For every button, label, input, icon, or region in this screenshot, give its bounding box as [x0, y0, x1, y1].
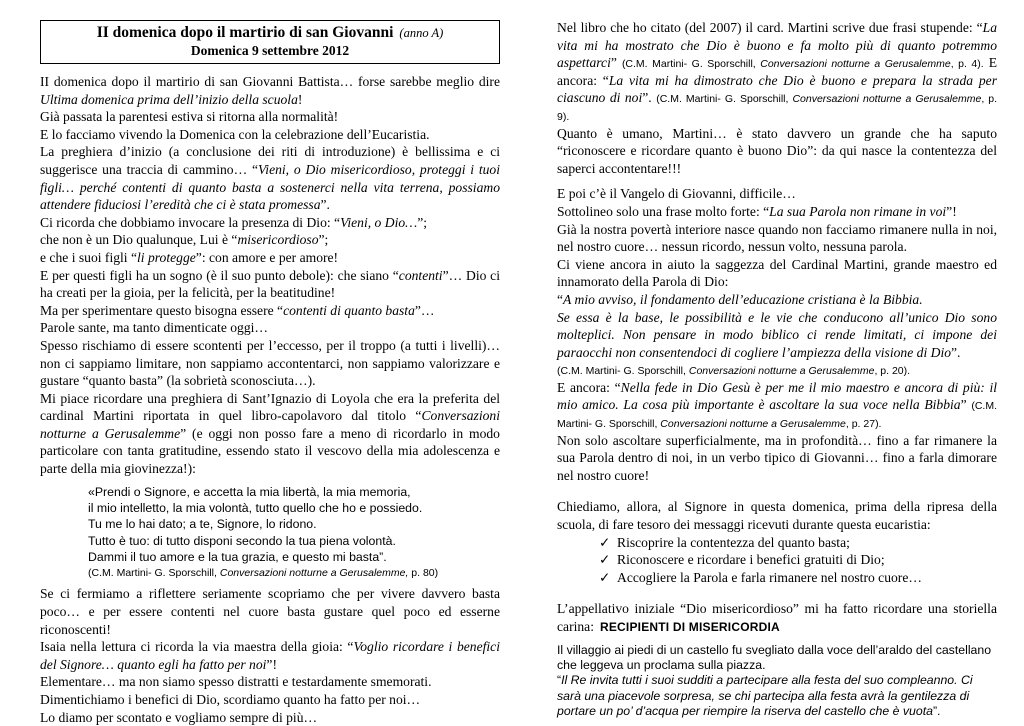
text-italic: Vieni, o Dio…	[340, 214, 418, 230]
paragraph	[40, 143, 500, 213]
text-italic: Se essa è la base, le possibilità e le vie che conducono all’unico Dio sono molteplici. Non pensare in modo biblico ci rende limitati, ci impone dei paraocchi non consentendoci di cogliere l’ampiezza della visione di Dio	[557, 309, 997, 360]
list-item	[599, 569, 997, 587]
text-italic: contenti di quanto basta	[283, 302, 415, 318]
text: E ancora: “	[557, 379, 621, 395]
text: !	[297, 91, 303, 107]
text: La preghiera d’inizio (a conclusione dei riti di introduzione) è bellissima e ci suggerisce una traccia di cammino… “	[40, 144, 500, 177]
text: (C.M. Martini- G. Sporschill,	[557, 365, 689, 378]
paragraph: Lo diamo per scontato e vogliamo sempre di più…	[40, 709, 318, 725]
paragraph: E lo facciamo vivendo la Domenica con la celebrazione dell’Eucaristia.	[40, 126, 430, 142]
paragraph	[40, 73, 500, 108]
text: , p. 4).	[950, 58, 984, 71]
quote-line: il mio intelletto, la mia volontà, tutto quello che ho e possiedo.	[88, 500, 423, 515]
text: ”.	[320, 197, 330, 213]
paragraph: Spesso rischiamo di essere scontenti per l’eccesso, per il troppo (a tutti i livelli)… non ci sappiamo limitare, non sappiamo accontentarci, non sappiamo valorizzare e gustare “quanto basta” (la sobrietà sconosciuta…).	[40, 337, 500, 389]
paragraph: Già la nostra povertà interiore nasce quando non facciamo rimanere nulla in noi, nel nostro cuore… nessun ricordo, nessun volto, nessuna parola.	[557, 221, 997, 255]
text: ”…	[414, 302, 435, 318]
text: e che i suoi figli “	[40, 249, 138, 265]
story-paragraph: Il villaggio ai piedi di un castello fu svegliato dalla voce dell’araldo del castellano che leggeva un proclama sulla piazza.	[557, 642, 992, 672]
text-italic: misericordioso	[237, 232, 319, 248]
text: ”;	[417, 214, 428, 230]
paragraph: E poi c’è il Vangelo di Giovanni, difficile…	[557, 186, 796, 202]
spacer	[557, 586, 997, 600]
text-italic: La vita mi ha mostrato che Dio è buono e fa molto più di quanto potremmo aspettarci	[557, 20, 997, 71]
text: Mi piace ricordare una preghiera di Sant’Ignazio di Loyola che era la preferita del cardinal Martini riportata in quel libro-capolavoro dal titolo “	[40, 390, 500, 424]
text: Ma per sperimentare questo bisogna essere “	[40, 302, 284, 318]
citation	[557, 365, 910, 377]
text: ”… Dio ci ha creati per la gioia, per la felicità, per la beatitudine!	[40, 267, 500, 301]
text: II domenica dopo il martirio di san Giovanni Battista… forse sarebbe meglio dire	[40, 74, 500, 89]
paragraph	[40, 249, 500, 267]
text-italic: Nella fede in Dio Gesù è per me il mio maestro e ancora di più: il mio amico. La cosa più importante è ascoltare la sua voce nella Bibbia	[557, 379, 997, 413]
prayer-quote	[88, 484, 500, 582]
paragraph	[40, 231, 500, 249]
story-paragraph	[557, 673, 997, 719]
text: L’appellativo iniziale “Dio misericordioso” mi ha fatto ricordare una storiella carina:	[557, 601, 997, 634]
text-italic: li protegge	[137, 249, 196, 265]
text: , p. 9).	[557, 93, 997, 123]
list-item-text: Riscoprire la contentezza del quanto basta;	[617, 534, 850, 550]
text: “	[557, 673, 562, 688]
text: ”	[610, 55, 622, 71]
paragraph: Già passata la parentesi estiva si ritorna alla normalità!	[40, 109, 339, 125]
text: (C.M. Martini- G. Sporschill,	[656, 93, 793, 106]
text-italic: Conversazioni notturne a Gerusalemme	[688, 365, 875, 378]
checklist	[557, 534, 997, 587]
text-italic: Conversazioni notturne a Gerusalemme	[792, 93, 982, 106]
right-column	[557, 19, 997, 720]
list-item	[599, 551, 997, 569]
title-main: II domenica dopo il martirio di san Giovanni	[96, 24, 394, 41]
quote-line: «Prendi o Signore, e accetta la mia libertà, la mia memoria,	[88, 484, 411, 499]
text: ”.	[932, 704, 941, 719]
paragraph: Chiediamo, allora, al Signore in questa domenica, prima della ripresa della scuola, di fare tesoro dei messaggi ricevuti durante questa eucaristia:	[557, 499, 997, 533]
paragraph	[557, 379, 997, 432]
spacer	[557, 484, 997, 498]
text: p. 80)	[408, 567, 439, 580]
text-italic: Ultima domenica prima dell’inizio della scuola	[40, 91, 298, 107]
text-italic: La vita mi ha dimostrato che Dio è buono e prepara la strada per ciascuno di noi	[557, 72, 997, 106]
paragraph	[40, 267, 500, 302]
paragraph: Elementare… ma non siamo spesso distratti e testardamente smemorati.	[40, 674, 432, 690]
citation	[622, 58, 984, 70]
text: ”!	[946, 203, 957, 219]
paragraph	[40, 638, 500, 673]
paragraph: Non solo ascoltare superficialmente, ma in profondità… fino a far rimanere la sua Parola dentro di noi, in un verbo tipico di Giovanni… fino a farla dimorare nel nostro cuore!	[557, 432, 997, 483]
text: Ci ricorda che dobbiamo invocare la presenza di Dio: “	[40, 214, 341, 230]
paragraph	[557, 19, 997, 125]
text-italic: Il Re invita tutti i suoi sudditi a partecipare alla festa del suo compleanno. Ci sarà una piacevole sorpresa, se chi partecipa alla festa avrà la gentilezza di portare un po’ d’acqua per riempire la riserva del castello che è vuota	[557, 673, 973, 719]
title-box	[40, 20, 500, 64]
paragraph	[40, 390, 500, 478]
text-italic: contenti	[398, 267, 443, 283]
text: (C.M. Martini- G. Sporschill,	[557, 400, 997, 431]
story-title: RECIPIENTI DI MISERICORDIA	[599, 620, 780, 634]
quote-line: Dammi il tuo amore e la tua grazia, e questo mi basta”.	[88, 549, 387, 564]
title-date: Domenica 9 settembre 2012	[190, 43, 350, 58]
text: E ancora: “	[557, 55, 998, 88]
text: E per questi figli ha un sogno (è il suo punto debole): che siano “	[40, 267, 399, 283]
text-italic: Conversazioni notturne a Gerusalemme	[660, 418, 846, 431]
spacer	[557, 177, 997, 185]
text: ”!	[266, 656, 277, 672]
text: Nel libro che ho citato (del 2007) il card. Martini scrive due frasi stupende: “	[557, 20, 983, 35]
text: “	[557, 291, 564, 307]
list-item-text: Riconoscere e ricordare i benefici gratuiti di Dio;	[617, 552, 885, 568]
list-item	[599, 534, 997, 552]
paragraph	[40, 302, 500, 320]
text-italic: Conversazioni notturne a Gerusalemme,	[219, 567, 409, 580]
quote-line: Tu me lo hai dato; a te, Signore, lo ridono.	[88, 517, 317, 532]
text-italic: Conversazioni notturne a Gerusalemme	[40, 408, 500, 441]
paragraph: Se ci fermiamo a riflettere seriamente scopriamo che per vivere davvero basta poco… e per essere contenti nel cuore basta gustare quel poco ed esserne riconoscenti!	[40, 586, 500, 637]
checkmark-icon: ✓	[599, 569, 611, 585]
text: Sottolineo solo una frase molto forte: “	[557, 203, 770, 219]
paragraph: Dimentichiamo i benefici di Dio, scordiamo quanto ha fatto per noi…	[40, 692, 421, 707]
text-italic: A mio avviso, il fondamento dell’educazione cristiana è la Bibbia.	[563, 291, 923, 307]
text-italic: Voglio ricordare i benefici del Signore… quanto egli ha fatto per noi	[40, 639, 500, 672]
text: ”;	[318, 232, 329, 248]
paragraph: Parole sante, ma tanto dimenticate oggi…	[40, 320, 269, 336]
text: Isaia nella lettura ci ricorda la via maestra della gioia: “	[40, 639, 354, 655]
quote-citation	[88, 565, 500, 581]
text: ”.	[642, 90, 657, 106]
title-line	[45, 24, 495, 42]
text-italic: Vieni, o Dio misericordioso, proteggi i tuoi figli… perché contenti di quanto basta a sostenerci nella vita terrena, possiamo attendere fiduciosi l’eredità che ci è stata promessa	[40, 161, 500, 213]
text-italic: La sua Parola non rimane in voi	[769, 203, 947, 219]
text: , p. 27).	[845, 418, 882, 431]
text: ” (e oggi non posso fare a meno di ricordarlo in modo particolare con tanta gratitudine, essendo stato il vescovo della mia adolescenza e parte della mia giovinezza!):	[40, 425, 500, 477]
paragraph: Quanto è umano, Martini… è stato davvero un grande che ha saputo “riconoscere e ricordare quanto è buono Dio”: da qui nasce la contentezza del saperci accontentare!!!	[557, 125, 997, 176]
quote-line: Tutto è tuo: di tutto disponi secondo la tua piena volontà.	[88, 533, 396, 548]
checkmark-icon: ✓	[599, 552, 611, 568]
checkmark-icon: ✓	[599, 534, 611, 550]
text: (C.M. Martini- G. Sporschill,	[621, 58, 761, 71]
text: ”: con amore e per amore!	[195, 249, 339, 265]
text: ”	[960, 397, 972, 413]
text: ”.	[951, 344, 961, 360]
paragraph	[40, 214, 500, 232]
left-column	[40, 0, 500, 726]
text-italic: Conversazioni notturne a Gerusalemme	[760, 58, 951, 71]
paragraph	[557, 291, 997, 309]
text: (C.M. Martini- G. Sporschill,	[88, 567, 220, 580]
paragraph	[557, 203, 997, 221]
list-item-text: Accogliere la Parola e farla rimanere nel nostro cuore…	[617, 569, 922, 585]
text: , p. 20).	[874, 365, 911, 378]
paragraph: Ci viene ancora in aiuto la saggezza del Cardinal Martini, grande maestro ed innamorato della Parola di Dio:	[557, 256, 997, 290]
title-year-cycle: (anno A)	[399, 26, 444, 40]
paragraph	[557, 600, 997, 636]
text: che non è un Dio qualunque, Lui è “	[40, 232, 238, 248]
paragraph	[557, 309, 997, 379]
